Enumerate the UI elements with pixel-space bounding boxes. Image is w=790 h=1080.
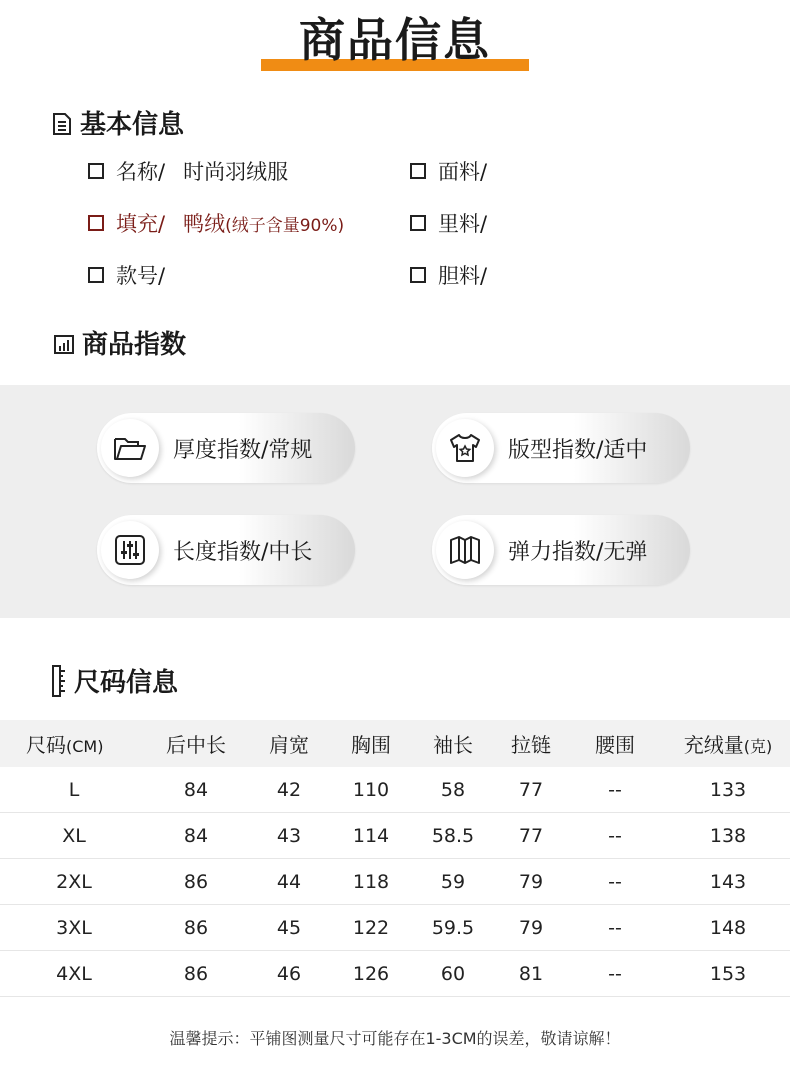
index-length: [97, 515, 355, 585]
table-cell: L: [0, 767, 148, 813]
table-row: [0, 813, 790, 859]
column-header: 肩宽: [244, 720, 334, 767]
table-cell: --: [564, 951, 666, 997]
index-thickness: [97, 413, 355, 483]
ruler-icon: [52, 665, 66, 697]
table-cell: 86: [148, 859, 244, 905]
table-cell: 148: [666, 905, 790, 951]
checkbox-icon: [410, 267, 426, 283]
table-cell: 46: [244, 951, 334, 997]
table-header-row: [0, 720, 790, 767]
index-text: 版型指数/适中: [508, 437, 648, 463]
table-cell: 79: [498, 905, 564, 951]
table-cell: XL: [0, 813, 148, 859]
info-label: 名称/: [116, 160, 166, 184]
table-cell: 153: [666, 951, 790, 997]
table-cell: 2XL: [0, 859, 148, 905]
table-cell: 84: [148, 813, 244, 859]
index-elasticity: [432, 515, 690, 585]
index-fit: [432, 413, 690, 483]
section-size-info: [52, 662, 178, 699]
column-header: 拉链: [498, 720, 564, 767]
section-title: 尺码信息: [74, 668, 179, 698]
table-cell: 86: [148, 905, 244, 951]
table-cell: 77: [498, 767, 564, 813]
table-row: [0, 951, 790, 997]
table-cell: 118: [334, 859, 408, 905]
table-cell: 59: [408, 859, 498, 905]
column-header: 腰围: [564, 720, 666, 767]
column-header: 胸围: [334, 720, 408, 767]
folded-map-icon: [436, 521, 494, 579]
table-cell: 114: [334, 813, 408, 859]
size-table: [0, 720, 790, 997]
document-icon: [52, 112, 72, 134]
table-cell: 58.5: [408, 813, 498, 859]
sliders-icon: [101, 521, 159, 579]
table-cell: 133: [666, 767, 790, 813]
info-item-lining: [410, 208, 505, 238]
table-cell: 84: [148, 767, 244, 813]
index-text: 长度指数/中长: [173, 539, 313, 565]
section-basic-info: [52, 104, 184, 141]
column-header: 充绒量(克): [666, 720, 790, 767]
table-cell: 138: [666, 813, 790, 859]
tshirt-icon: [436, 419, 494, 477]
table-cell: 86: [148, 951, 244, 997]
table-cell: 3XL: [0, 905, 148, 951]
info-label: 款号/: [116, 264, 166, 288]
table-cell: 122: [334, 905, 408, 951]
table-cell: 110: [334, 767, 408, 813]
column-header: 尺码(CM): [0, 720, 148, 767]
table-cell: --: [564, 859, 666, 905]
table-cell: 4XL: [0, 951, 148, 997]
table-cell: 59.5: [408, 905, 498, 951]
table-row: [0, 767, 790, 813]
table-cell: --: [564, 813, 666, 859]
checkbox-icon: [410, 163, 426, 179]
info-item-style-no: [88, 260, 183, 290]
info-label: 胆料/: [438, 264, 488, 288]
section-title: 基本信息: [80, 110, 185, 140]
table-cell: 143: [666, 859, 790, 905]
table-cell: 44: [244, 859, 334, 905]
info-value: 时尚羽绒服: [183, 160, 289, 184]
section-title: 商品指数: [82, 330, 187, 360]
info-item-name: [88, 156, 288, 186]
table-cell: 126: [334, 951, 408, 997]
checkbox-icon: [88, 215, 104, 231]
table-cell: 81: [498, 951, 564, 997]
table-cell: 60: [408, 951, 498, 997]
column-header: 后中长: [148, 720, 244, 767]
bar-chart-icon: [54, 332, 74, 354]
table-cell: --: [564, 905, 666, 951]
checkbox-icon: [88, 267, 104, 283]
info-item-filling: [88, 208, 344, 238]
info-note: (绒子含量90%): [225, 215, 345, 236]
info-label: 里料/: [438, 212, 488, 236]
table-cell: 79: [498, 859, 564, 905]
column-header: 袖长: [408, 720, 498, 767]
page-title: 商品信息: [299, 13, 491, 67]
checkbox-icon: [410, 215, 426, 231]
table-cell: 42: [244, 767, 334, 813]
info-label: 面料/: [438, 160, 488, 184]
table-cell: --: [564, 767, 666, 813]
info-value: 鸭绒: [183, 212, 226, 236]
index-text: 厚度指数/常规: [173, 437, 313, 463]
index-text: 弹力指数/无弹: [508, 539, 648, 565]
info-item-fabric: [410, 156, 505, 186]
section-product-index: [54, 324, 186, 361]
footnote: 温馨提示：平铺图测量尺寸可能存在1-3CM的误差，敬请谅解！: [169, 1029, 621, 1048]
table-cell: 58: [408, 767, 498, 813]
folder-icon: [101, 419, 159, 477]
checkbox-icon: [88, 163, 104, 179]
table-cell: 43: [244, 813, 334, 859]
table-cell: 45: [244, 905, 334, 951]
info-item-inner-fabric: [410, 260, 505, 290]
table-row: [0, 859, 790, 905]
table-row: [0, 905, 790, 951]
info-label: 填充/: [116, 212, 166, 236]
table-cell: 77: [498, 813, 564, 859]
